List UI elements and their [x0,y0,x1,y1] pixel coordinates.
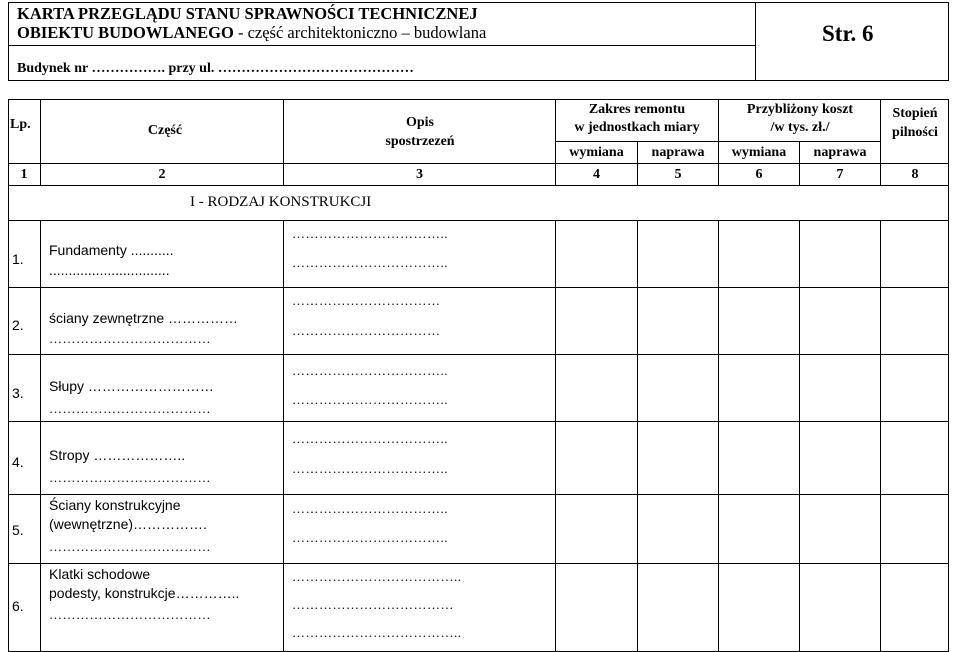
row-5-lp: 5. [12,522,24,538]
row-2-part-dots: ……………………………… [49,331,211,346]
building-line: Budynek nr ……………. przy ul. …………………………………… [17,61,414,76]
document-title-part: - część architektoniczno – budowlana [233,23,487,42]
section-title: I - RODZAJ KONSTRUKCJI [190,194,372,210]
row-1-lp: 1. [12,251,24,267]
col-number-4: 4 [593,167,600,182]
col-number-5: 5 [674,167,682,182]
row-6-part-line2: podesty, konstrukcje………….. [49,585,240,601]
row-6-desc-line1[interactable]: ……………………………….. [292,569,462,584]
col-number-3: 3 [416,167,423,182]
row-3-desc-line1[interactable]: …………………………….. [292,363,448,378]
row-5-desc-line1[interactable]: …………………………….. [292,501,448,516]
row-6-desc-line2[interactable]: ……………………………… [292,597,454,612]
col-header-opis-line2: spostrzezeń [385,134,455,149]
row-1-part: Fundamenty ........... [49,242,174,258]
col-number-1: 1 [20,167,28,182]
row-5-desc-line2[interactable]: …………………………….. [292,530,448,545]
document-title-line2 [17,25,486,42]
row-6-part: Klatki schodowe [49,566,151,582]
row-4-lp: 4. [12,454,24,470]
col-header-lp: Lp. [10,117,31,132]
row-2-part: ściany zewnętrzne …………… [49,310,239,326]
col-header-zakres-line1: Zakres remontu [588,102,686,117]
row-5-part-dots: ……………………………… [49,539,211,554]
subheader-naprawa-2: naprawa [813,145,867,160]
col-header-stopien-line1: Stopień [892,106,938,121]
row-4-desc-line2[interactable]: …………………………….. [292,461,448,476]
row-3-part: Słupy ……………………… [49,378,214,394]
row-4-part-dots: ……………………………… [49,470,211,485]
row-1-part-dots: ............................... [49,262,170,278]
subheader-naprawa-1: naprawa [651,145,705,160]
row-3-part-dots: ……………………………… [49,401,211,416]
document-title-object: OBIEKTU BUDOWLANEGO [17,23,234,42]
row-1-desc-line1[interactable]: …………………………….. [292,226,448,241]
document-title-line1: KARTA PRZEGLĄDU STANU SPRAWNOŚCI TECHNICZNEJ [17,4,478,23]
row-3-desc-line2[interactable]: …………………………….. [292,392,448,407]
row-3-lp: 3. [12,385,24,401]
row-5-part-line2: (wewnętrzne)……………. [49,516,207,532]
col-header-czesc: Część [147,123,183,138]
col-number-2: 2 [158,167,166,182]
row-5-part: Ściany konstrukcyjne [49,497,181,513]
page-number: Str. 6 [822,21,874,46]
col-number-8: 8 [911,167,919,182]
row-4-desc-line1[interactable]: …………………………….. [292,431,448,446]
col-header-stopien-line2: pilności [892,125,938,140]
col-header-koszt-line2: /w tys. zł./ [770,120,830,135]
row-6-lp: 6. [12,598,24,614]
subheader-wymiana-2: wymiana [731,145,787,160]
col-number-7: 7 [836,167,844,182]
col-header-zakres-line2: w jednostkach miary [574,120,700,135]
subheader-wymiana-1: wymiana [569,145,624,160]
row-2-lp: 2. [12,317,24,333]
col-header-koszt-line1: Przybliżony koszt [746,102,854,117]
row-1-desc-line2[interactable]: …………………………….. [292,255,448,270]
col-number-6: 6 [755,167,763,182]
row-6-part-dots: ……………………………… [49,607,211,622]
row-4-part: Stropy ……………….. [49,447,186,463]
row-6-desc-line3[interactable]: ……………………………….. [292,625,462,640]
col-header-opis-line1: Opis [405,115,434,130]
row-2-desc-line1[interactable]: …………………………… [292,293,441,308]
row-2-desc-line2[interactable]: …………………………… [292,323,441,338]
